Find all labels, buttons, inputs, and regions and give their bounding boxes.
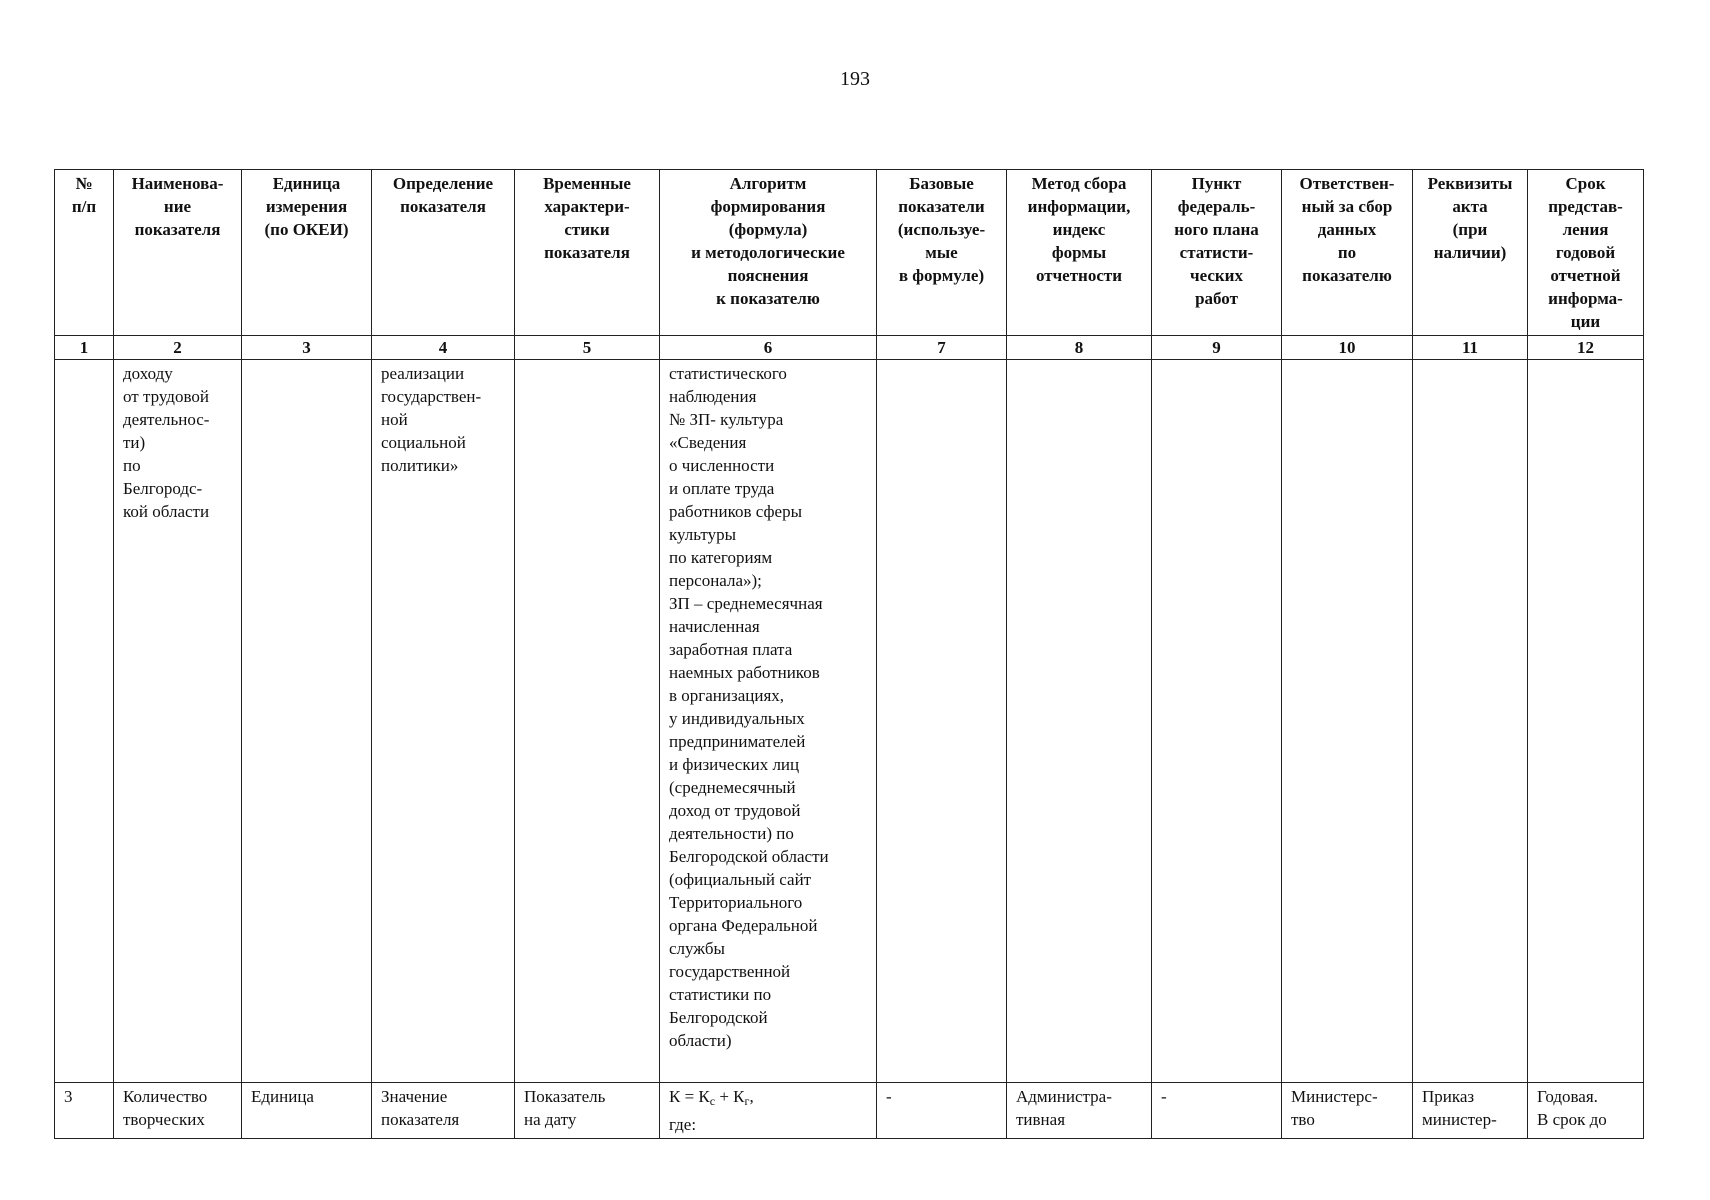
column-number: 12 xyxy=(1528,336,1644,360)
deadline-cell: Годовая. В срок до xyxy=(1528,1083,1644,1139)
header-cell: Метод сбора информации, индекс формы отчетности xyxy=(1007,170,1152,336)
formula-subscript-g: г xyxy=(744,1094,750,1108)
algorithm-cell xyxy=(660,1083,877,1139)
act-details-cell xyxy=(1413,360,1528,1083)
column-number: 6 xyxy=(660,336,877,360)
unit-cell xyxy=(242,360,372,1083)
row-number-cell: 3 xyxy=(55,1083,114,1139)
header-cell: № п/п xyxy=(55,170,114,336)
formula-subscript-c: с xyxy=(709,1094,716,1108)
indicator-name-cell: доходу от трудовой деятельнос- ти) по Белгородс- кой области xyxy=(114,360,242,1083)
time-characteristics-cell: Показатель на дату xyxy=(515,1083,660,1139)
column-number: 7 xyxy=(877,336,1007,360)
page-number: 193 xyxy=(840,68,870,90)
responsible-cell: Министерс- тво xyxy=(1282,1083,1413,1139)
row-number-cell xyxy=(55,360,114,1083)
responsible-cell xyxy=(1282,360,1413,1083)
header-cell: Единица измерения (по ОКЕИ) xyxy=(242,170,372,336)
column-number: 8 xyxy=(1007,336,1152,360)
header-cell: Алгоритм формирования (формула) и методологические пояснения к показателю xyxy=(660,170,877,336)
formula-k: К = К xyxy=(669,1087,710,1106)
column-number: 11 xyxy=(1413,336,1528,360)
table-row xyxy=(55,360,1644,1083)
header-cell: Базовые показатели (используе- мые в формуле) xyxy=(877,170,1007,336)
column-number-row xyxy=(55,336,1644,360)
unit-cell: Единица xyxy=(242,1083,372,1139)
table-row xyxy=(55,1083,1644,1139)
header-cell: Наименова- ние показателя xyxy=(114,170,242,336)
algorithm-cell: статистического наблюдения № ЗП- культура «Сведения о численности и оплате труда работников сферы культуры по категориям персонала»); ЗП – среднемесячная начисленная заработная плата наемных работников в организациях, у индивидуальных предпринимателей и физических лиц (среднемесячный доход от трудовой деятельности) по Белгородской области (официальный сайт Территориального органа Федеральной службы государственной статистики по Белгородской области) xyxy=(660,360,877,1083)
act-details-cell: Приказ министер- xyxy=(1413,1083,1528,1139)
column-number: 10 xyxy=(1282,336,1413,360)
federal-plan-cell: - xyxy=(1152,1083,1282,1139)
definition-cell: Значение показателя xyxy=(372,1083,515,1139)
header-cell: Пункт федераль- ного плана статисти- ческих работ xyxy=(1152,170,1282,336)
table-header-row xyxy=(55,170,1644,336)
formula-where: где: xyxy=(669,1115,697,1134)
header-cell: Срок представ- ления годовой отчетной информа- ции xyxy=(1528,170,1644,336)
deadline-cell xyxy=(1528,360,1644,1083)
indicator-table xyxy=(54,169,1644,1139)
formula-plus-k: + К xyxy=(715,1087,745,1106)
base-indicators-cell xyxy=(877,360,1007,1083)
definition-cell: реализации государствен- ной социальной политики» xyxy=(372,360,515,1083)
header-cell: Ответствен- ный за сбор данных по показателю xyxy=(1282,170,1413,336)
column-number: 1 xyxy=(55,336,114,360)
base-indicators-cell: - xyxy=(877,1083,1007,1139)
column-number: 3 xyxy=(242,336,372,360)
header-cell: Определение показателя xyxy=(372,170,515,336)
header-cell: Реквизиты акта (при наличии) xyxy=(1413,170,1528,336)
header-cell: Временные характери- стики показателя xyxy=(515,170,660,336)
collection-method-cell: Администра- тивная xyxy=(1007,1083,1152,1139)
column-number: 2 xyxy=(114,336,242,360)
federal-plan-cell xyxy=(1152,360,1282,1083)
indicator-name-cell: Количество творческих xyxy=(114,1083,242,1139)
formula-tail: , xyxy=(749,1087,754,1106)
time-characteristics-cell xyxy=(515,360,660,1083)
column-number: 9 xyxy=(1152,336,1282,360)
column-number: 5 xyxy=(515,336,660,360)
column-number: 4 xyxy=(372,336,515,360)
collection-method-cell xyxy=(1007,360,1152,1083)
